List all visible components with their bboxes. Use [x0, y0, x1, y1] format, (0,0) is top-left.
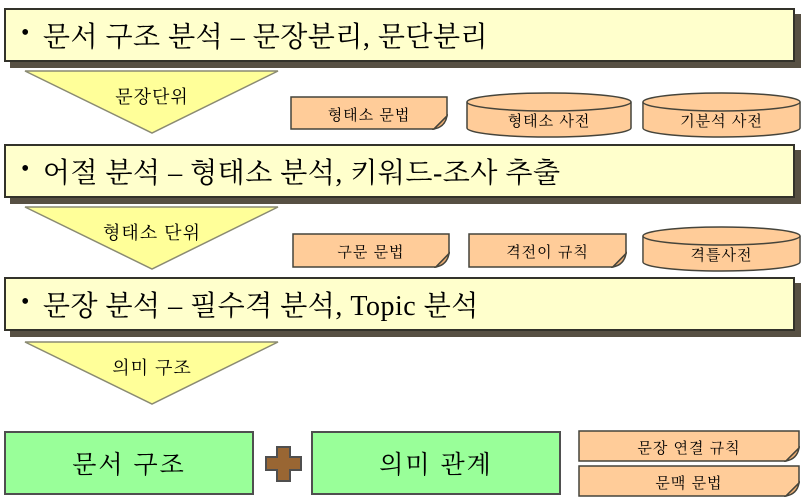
- output-box-document-structure: [4, 431, 254, 495]
- flow-arrow-1: [24, 70, 280, 135]
- stage-bar-eojeol-analysis: [4, 144, 795, 198]
- stage-label: 문서 구조 분석 – 문장분리, 문단분리: [42, 22, 489, 53]
- output-label: 문서 구조: [72, 451, 186, 479]
- resource-label: 격전이 규칙: [506, 244, 589, 261]
- resource-label: 기분석 사전: [680, 113, 763, 130]
- bullet-icon: •: [21, 19, 30, 46]
- flow-arrow-3: [24, 341, 280, 406]
- plus-icon: [265, 446, 302, 482]
- resource-cylinder-preanalyzed-dictionary: [642, 92, 801, 138]
- output-label: 의미 관계: [379, 451, 493, 479]
- resource-label: 문맥 문법: [655, 475, 723, 492]
- stage-bar-document-analysis: [4, 8, 795, 62]
- stage-label: 어절 분석 – 형태소 분석, 키워드-조사 추출: [42, 158, 561, 189]
- resource-note-context-grammar: [578, 465, 800, 497]
- bullet-icon: •: [21, 288, 30, 315]
- flow-arrow-2: [24, 206, 280, 271]
- resource-note-sentence-connection-rules: [578, 430, 800, 462]
- resource-label: 격틀사전: [690, 247, 753, 264]
- resource-label: 형태소 사전: [507, 113, 591, 130]
- resource-note-morpheme-grammar: [290, 96, 448, 130]
- resource-note-case-transfer-rules: [468, 233, 627, 268]
- arrow-label: 문장단위: [115, 87, 189, 107]
- resource-note-syntax-grammar: [292, 233, 450, 268]
- resource-cylinder-case-frame-dictionary: [642, 226, 801, 272]
- resource-label: 형태소 문법: [327, 107, 411, 124]
- stage-label: 문장 분석 – 필수격 분석, Topic 분석: [42, 291, 479, 322]
- resource-label: 문장 연결 규칙: [637, 440, 741, 457]
- arrow-label: 형태소 단위: [103, 223, 201, 243]
- arrow-label: 의미 구조: [112, 358, 192, 378]
- stage-bar-sentence-analysis: [4, 277, 795, 331]
- output-box-semantic-relations: [311, 431, 561, 495]
- resource-cylinder-morpheme-dictionary: [466, 92, 632, 138]
- resource-label: 구문 문법: [337, 244, 405, 261]
- bullet-icon: •: [21, 155, 30, 182]
